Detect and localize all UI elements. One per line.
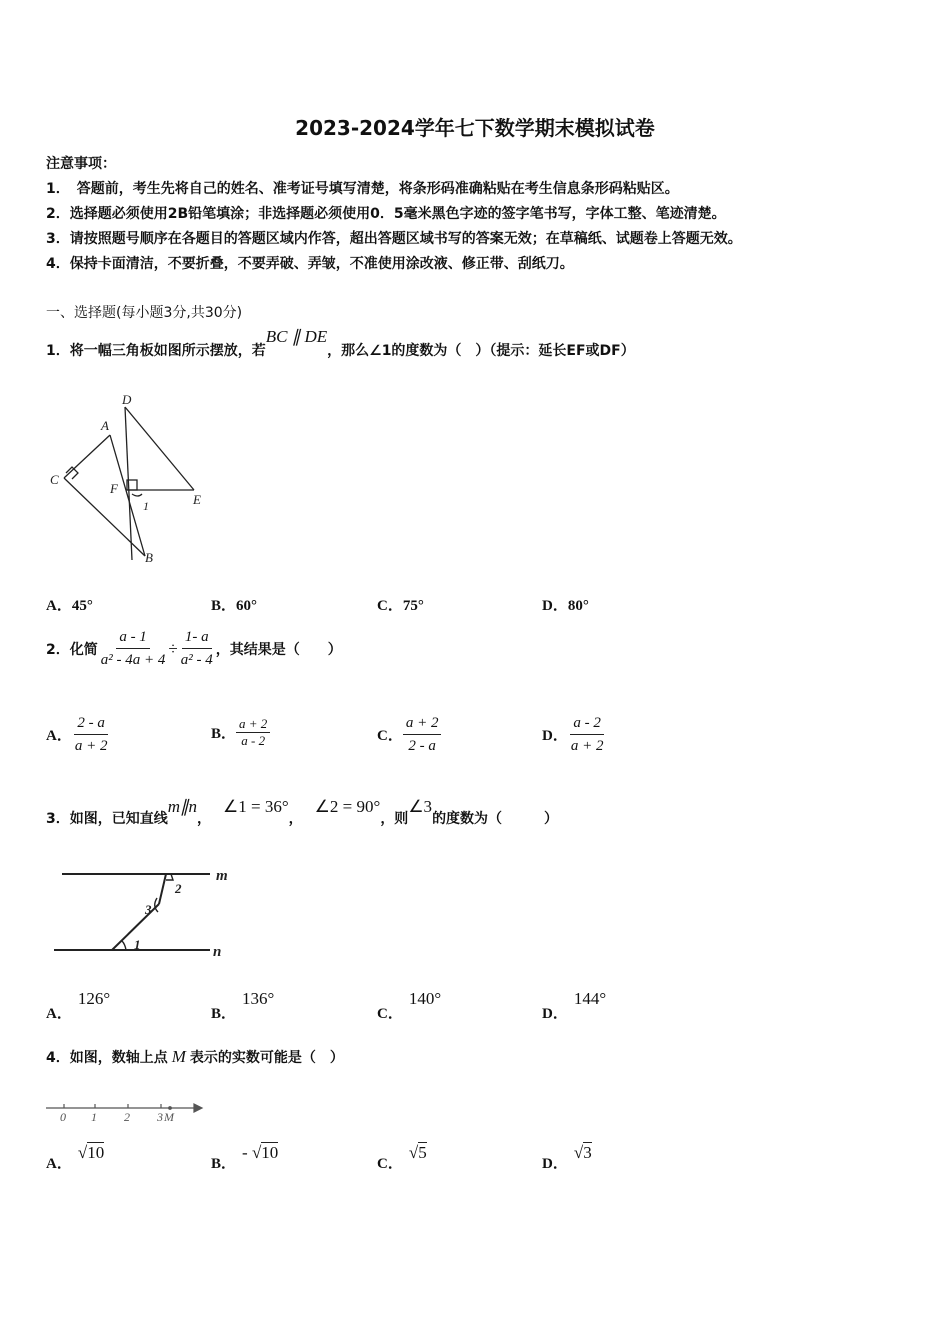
q4-point-m <box>169 1107 172 1110</box>
q3-label-2: 2 <box>175 881 182 896</box>
q1-option-d[interactable]: D．80° <box>542 598 589 614</box>
q1-option-b[interactable]: B．60° <box>211 598 258 614</box>
q1-line-ca <box>64 435 110 478</box>
q1-right-angle-c <box>66 467 78 479</box>
sqrt-icon: √ <box>408 1143 419 1162</box>
q1-label-1: 1 <box>143 499 149 513</box>
q3-label-3: 3 <box>145 902 152 917</box>
question-3: 3．如图，已知直线m∥n，∠1 = 36°，∠2 = 90°，则∠3的度数为（ ） <box>46 797 559 827</box>
q4-option-c[interactable]: C．√5 <box>377 1143 427 1172</box>
q2-option-b[interactable]: B． $\frac{a + 2}{a - 2}$ <box>211 716 270 749</box>
q1-label-b: B <box>145 550 153 565</box>
q4-number-line <box>44 1098 209 1126</box>
q1-figure <box>46 390 216 570</box>
q3-label-n: n <box>213 944 222 960</box>
q2-fraction-1: $\frac{a - 1}{\text{a² - 4a + 4}}$ <box>98 626 169 671</box>
q3-segment-upper <box>159 874 166 904</box>
q1-label-f: F <box>110 481 118 496</box>
question-1 <box>46 327 635 360</box>
q4-tick-label-1: 1 <box>91 1110 97 1124</box>
sqrt-icon: √ <box>251 1143 262 1162</box>
q1-suffix: ，那么∠1的度数为（ ）（提示：延长EF或DF） <box>327 343 635 359</box>
question-2 <box>46 626 342 671</box>
q4-axis-arrow <box>194 1104 202 1112</box>
q4-option-d[interactable]: D．√3 <box>542 1143 592 1172</box>
q4-tick-label-0: 0 <box>60 1110 66 1124</box>
sqrt-icon: √ <box>77 1143 88 1162</box>
q3-option-d[interactable]: D．144° <box>542 989 607 1022</box>
q1-math: BC ∥ DE <box>265 327 328 346</box>
sqrt-icon: √ <box>573 1143 584 1162</box>
q2-option-c[interactable]: C． $\frac{a + 2}{2 - a}$ <box>377 712 441 757</box>
question-4: 4．如图，数轴上点 M 表示的实数可能是（ ） <box>46 1047 344 1066</box>
q3-math-angle1: ∠1 = 36° <box>223 797 289 816</box>
q4-tick-label-2: 2 <box>124 1110 130 1124</box>
q2-fraction-2: $\frac{1- a}{\text{a² - 4}}$ <box>178 626 216 671</box>
q3-math-angle3: ∠3 <box>408 797 433 816</box>
q3-label-m: m <box>216 868 228 884</box>
q1-line-de <box>125 407 194 490</box>
page-title: 2023-2024学年七下数学期末模拟试卷 <box>295 116 655 140</box>
section-heading: 一、选择题(每小题3分,共30分) <box>46 305 243 321</box>
q1-option-c[interactable]: C．75° <box>377 598 424 614</box>
q3-math-angle2: ∠2 = 90° <box>314 797 381 816</box>
q3-label-1: 1 <box>134 937 141 952</box>
q2-option-d[interactable]: D． $\frac{a - 2}{a + 2}$ <box>542 712 606 757</box>
q2-suffix: ，其结果是（ ） <box>215 641 342 658</box>
notice-item: 2．选择题必须使用2B铅笔填涂；非选择题必须使用0．5毫米黑色字迹的签字笔书写，字体工整、笔迹清楚。 <box>46 206 726 222</box>
q3-figure <box>50 860 250 965</box>
q1-label-e: E <box>193 492 201 507</box>
q2-option-a[interactable]: A． $\frac{2 - a}{a + 2}$ <box>46 712 110 757</box>
q2-prefix: 2．化简 <box>46 641 98 658</box>
q1-label-d: D <box>122 392 132 407</box>
q4-tick-label-3: 3 <box>157 1110 163 1124</box>
q4-point-label: M <box>164 1110 174 1124</box>
q4-option-b[interactable]: B．- √10 <box>211 1143 279 1172</box>
q4-math-m: M <box>171 1047 186 1066</box>
notice-heading: 注意事项： <box>46 156 116 172</box>
q1-option-a[interactable]: A．45° <box>46 598 93 614</box>
q3-option-b[interactable]: B．136° <box>211 989 275 1022</box>
q2-divide: ÷ <box>168 638 178 658</box>
notice-item: 4．保持卡面清洁，不要折叠，不要弄破、弄皱，不准使用涂改液、修正带、刮纸刀。 <box>46 256 574 272</box>
q4-option-a[interactable]: A．√10 <box>46 1143 105 1172</box>
q1-label-c: C <box>50 472 59 487</box>
q3-option-a[interactable]: A．126° <box>46 989 111 1022</box>
q1-prefix: 1．将一幅三角板如图所示摆放，若 <box>46 343 266 359</box>
q1-label-a: A <box>101 418 109 433</box>
notice-item: 1． 答题前，考生先将自己的姓名、准考证号填写清楚，将条形码准确粘贴在考生信息条形码粘贴区。 <box>46 181 679 197</box>
q3-angle-1-mark <box>122 941 126 950</box>
q1-angle-1-arc <box>132 494 142 496</box>
notice-item: 3．请按照题号顺序在各题目的答题区域内作答，超出答题区域书写的答案无效；在草稿纸、试题卷上答题无效。 <box>46 231 742 247</box>
q3-option-c[interactable]: C．140° <box>377 989 442 1022</box>
q3-math-parallel: m∥n <box>167 797 198 816</box>
